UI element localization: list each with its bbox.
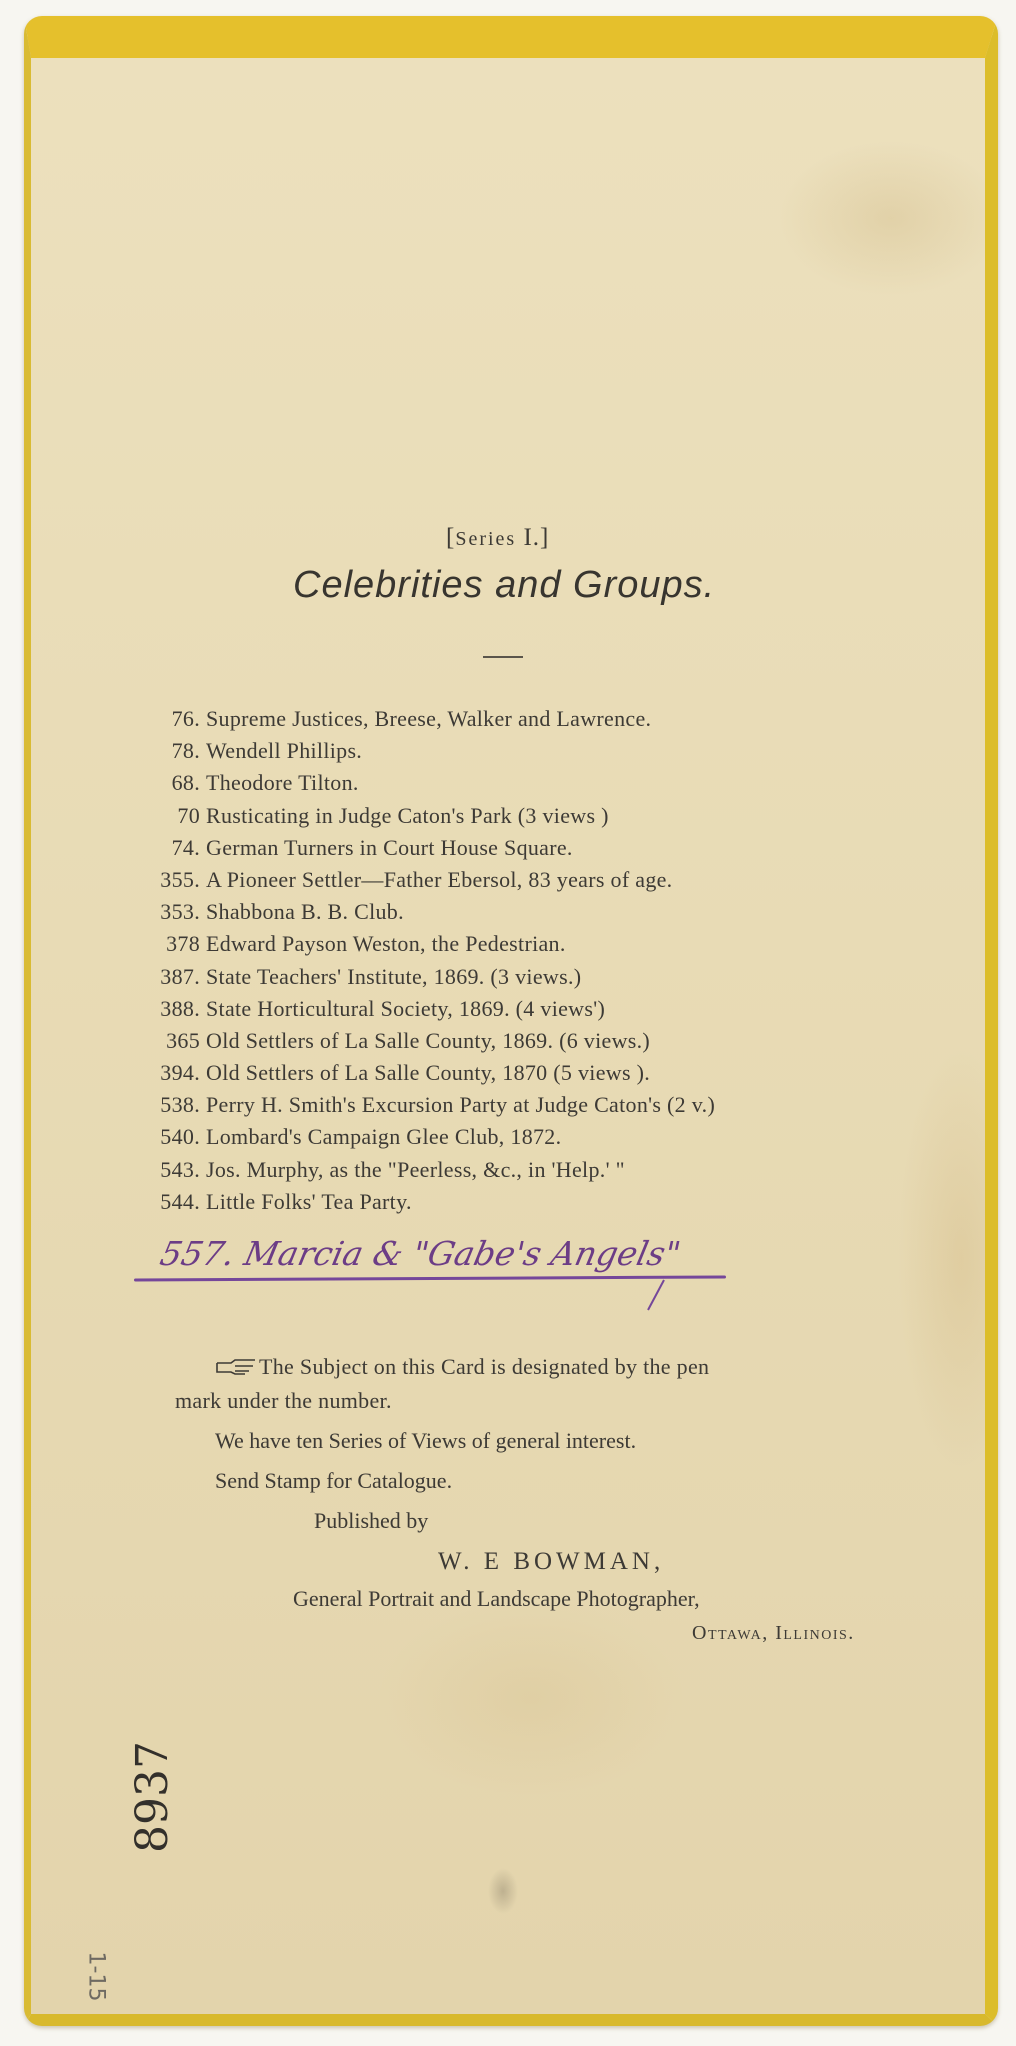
item-number: 544. (160, 1188, 200, 1214)
list-item (146, 1028, 715, 1060)
item-title: Old Settlers of La Salle County, 1870 (5 views ). (206, 1060, 651, 1086)
item-number: 394. (160, 1060, 200, 1086)
item-title: State Horticultural Society, 1869. (4 views') (206, 995, 606, 1021)
list-item (146, 835, 715, 867)
item-number: 538. (160, 1092, 200, 1118)
item-number: 378 (166, 931, 200, 957)
list-item (146, 1124, 715, 1156)
item-title: Jos. Murphy, as the "Peerless, &c., in 'Help.' " (206, 1156, 625, 1182)
item-number: 74. (171, 834, 200, 860)
publisher-location (692, 1622, 855, 1645)
note-line-1: The Subject on this Card is designated by the pen (259, 1354, 710, 1379)
item-number: 76. (171, 706, 200, 731)
title-divider (483, 656, 523, 658)
series-word: Series (455, 528, 517, 550)
item-number: 387. (160, 963, 200, 989)
series-number: I.] (516, 524, 550, 551)
item-title: Old Settlers of La Salle County, 1869. (6 views.) (206, 1027, 651, 1053)
publisher-name: W. E BOWMAN, (438, 1548, 665, 1575)
item-title: State Teachers' Institute, 1869. (3 views.) (206, 963, 582, 989)
subject-list (146, 706, 715, 1221)
item-title: Lombard's Campaign Glee Club, 1872. (206, 1124, 562, 1150)
item-number: 365 (166, 1027, 200, 1053)
item-title: Rusticating in Judge Caton's Park (3 views ) (206, 802, 609, 828)
item-number: 68. (171, 770, 200, 796)
item-title: Theodore Tilton. (206, 770, 359, 796)
catalogue-note: Send Stamp for Catalogue. (215, 1468, 453, 1493)
pen-mark-underline (134, 1275, 726, 1281)
list-item (146, 964, 715, 996)
publisher-title: General Portrait and Landscape Photographer, (293, 1586, 700, 1611)
list-item (146, 931, 715, 963)
series-note: We have ten Series of Views of general interest. (215, 1428, 637, 1453)
list-item (146, 899, 715, 931)
list-item (146, 803, 715, 835)
list-item (146, 1157, 715, 1189)
item-number: 388. (160, 995, 200, 1021)
item-number: 543. (160, 1156, 200, 1182)
list-item (146, 1060, 715, 1092)
item-title: German Turners in Court House Square. (206, 834, 573, 860)
stereo-card-back (24, 16, 998, 2026)
page-title: Celebrities and Groups. (293, 564, 716, 606)
item-number: 540. (160, 1124, 200, 1150)
item-number: 78. (171, 738, 200, 764)
item-title: Supreme Justices, Breese, Walker and Lawrence. (206, 706, 652, 731)
list-item (146, 1092, 715, 1124)
pointing-hand-icon (215, 1357, 259, 1377)
list-item (146, 770, 715, 802)
corner-pencil-mark: 1-15 (83, 1951, 109, 2002)
stain-mark (488, 1868, 518, 1914)
list-item (146, 996, 715, 1028)
item-title: Wendell Phillips. (206, 738, 363, 764)
card-face (31, 58, 985, 2014)
inventory-number: 8937 (127, 1741, 178, 1853)
location-text: Ottawa, Illinois. (692, 1622, 855, 1644)
pen-mark-tail (647, 1280, 665, 1311)
item-title: Little Folks' Tea Party. (206, 1188, 412, 1214)
item-number: 355. (160, 866, 200, 892)
list-item (146, 867, 715, 899)
published-by: Published by (314, 1508, 429, 1533)
list-item (146, 706, 715, 738)
item-number: 70 (177, 802, 200, 828)
item-title: Edward Payson Weston, the Pedestrian. (206, 931, 566, 957)
item-title: Perry H. Smith's Excursion Party at Judge Caton's (2 v.) (206, 1092, 716, 1118)
note-line-2: mark under the number. (175, 1388, 392, 1413)
list-item (146, 738, 715, 770)
list-item (146, 1189, 715, 1221)
series-bracket: [ (446, 524, 456, 551)
series-label (446, 524, 549, 552)
item-title: Shabbona B. B. Club. (206, 899, 404, 925)
item-number: 353. (160, 899, 200, 925)
item-title: A Pioneer Settler—Father Ebersol, 83 years of age. (206, 866, 673, 892)
handwritten-entry: 557. Marcia & "Gabe's Angels" (156, 1234, 685, 1273)
